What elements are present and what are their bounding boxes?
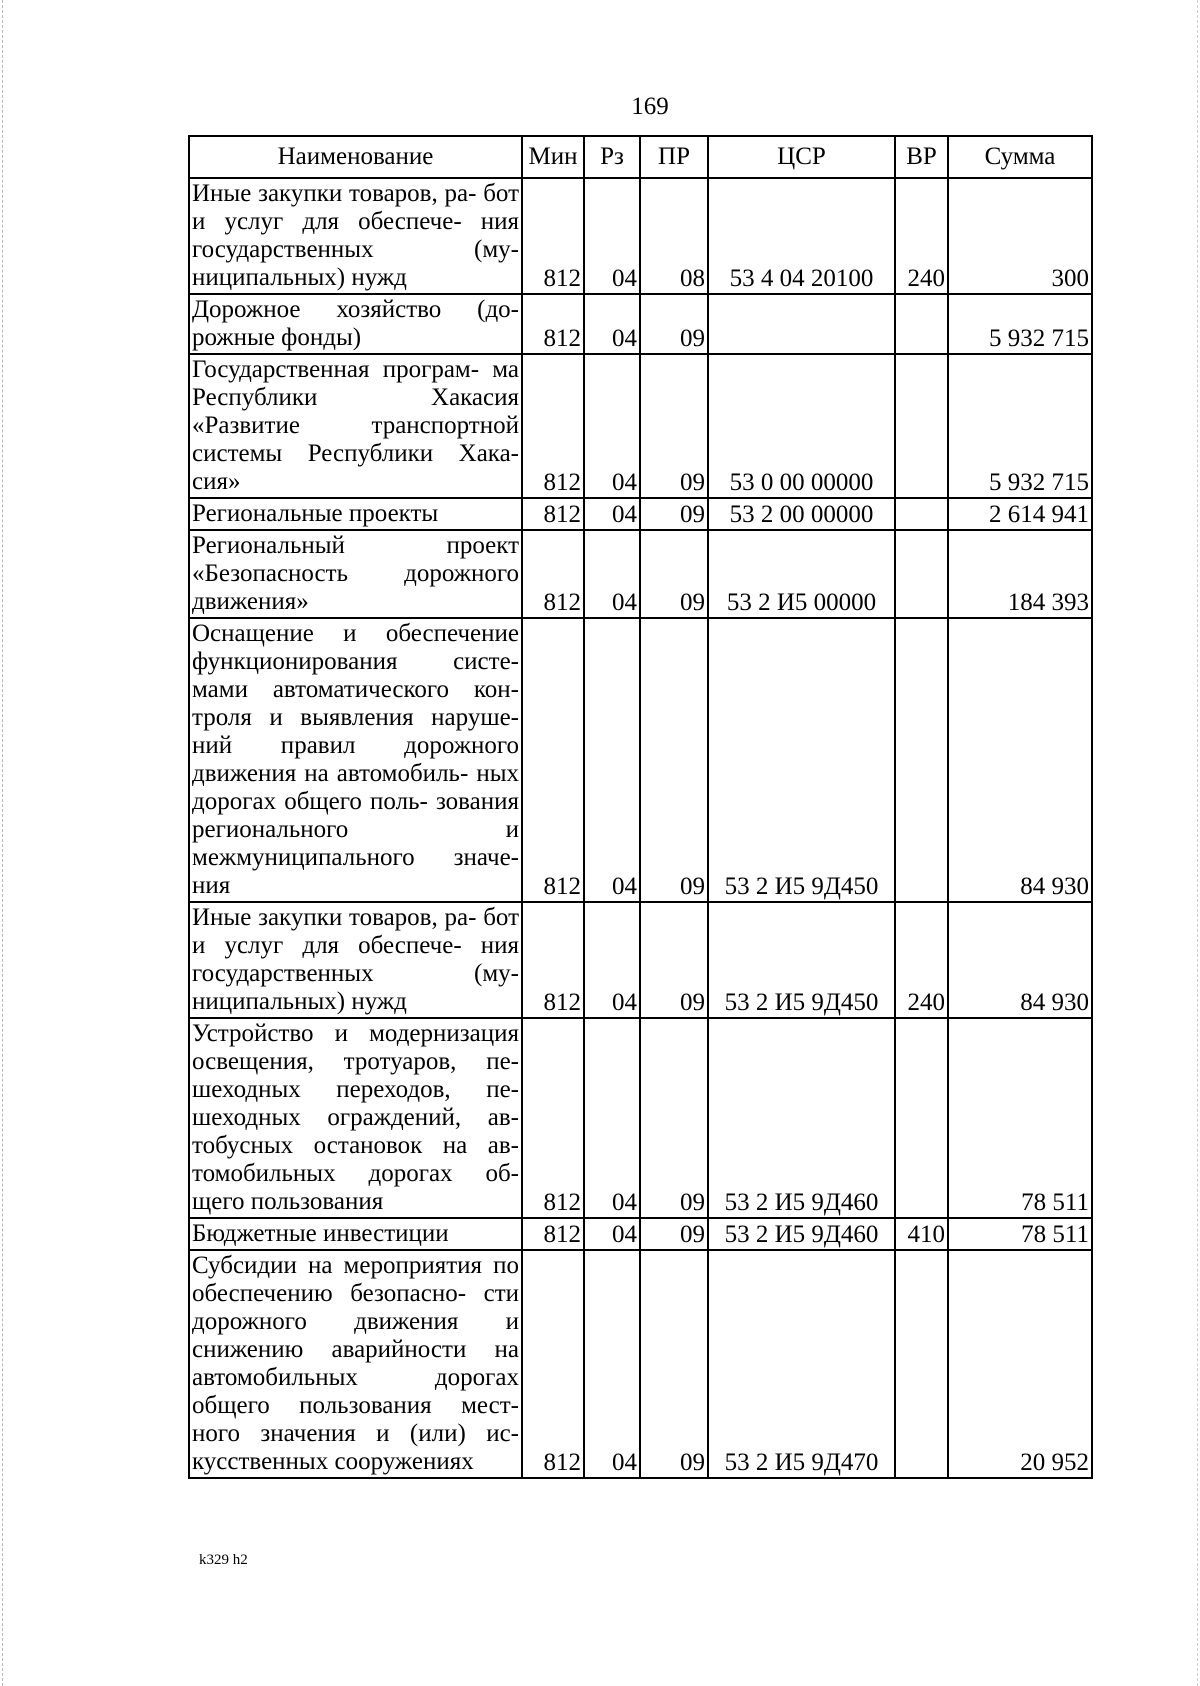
- name-line: шеходных переходов, пе-: [192, 1076, 519, 1103]
- cell-csr: [708, 294, 895, 354]
- name-line: межмуниципального значе-: [192, 844, 519, 871]
- cell-rz: 04: [584, 178, 640, 294]
- name-line: ниципальных) нужд: [192, 988, 407, 1015]
- name-line: бот и услуг для обеспече-: [192, 904, 520, 959]
- name-line: сти дорожного движения и: [192, 1280, 519, 1335]
- name-line: Иные закупки товаров, ра-: [192, 904, 477, 931]
- name-line: ного значения и (или) ис-: [192, 1420, 519, 1447]
- cell-sum: 5 932 715: [948, 354, 1092, 498]
- name-line: Бюджетные инвестиции: [192, 1220, 449, 1247]
- name-line: по обеспечению безопасно-: [192, 1252, 519, 1307]
- cell-rz: 04: [584, 1018, 640, 1218]
- cell-vr: [895, 1250, 948, 1478]
- table-row: [189, 902, 1092, 1018]
- name-line: «Безопасность дорожного: [192, 560, 519, 587]
- page-number: 169: [631, 93, 669, 120]
- header-pr: ПР: [640, 136, 708, 178]
- cell-sum: 78 511: [948, 1018, 1092, 1218]
- cell-vr: [895, 1018, 948, 1218]
- cell-min: 812: [522, 1250, 584, 1478]
- name-line: ния государственных (му-: [192, 932, 520, 987]
- cell-pr: 09: [640, 1218, 708, 1250]
- cell-rz: 04: [584, 1218, 640, 1250]
- cell-csr: 53 0 00 00000: [708, 354, 895, 498]
- cell-pr: 09: [640, 354, 708, 498]
- cell-csr: 53 2 И5 9Д470: [708, 1250, 895, 1478]
- cell-sum: 20 952: [948, 1250, 1092, 1478]
- table-row: [189, 1018, 1092, 1218]
- cell-min: 812: [522, 618, 584, 902]
- name-line: снижению аварийности на: [192, 1336, 519, 1363]
- cell-sum: 300: [948, 178, 1092, 294]
- table-row: [189, 354, 1092, 498]
- name-line: ных дорогах общего поль-: [192, 760, 520, 815]
- budget-table: [188, 135, 1093, 1479]
- cell-pr: 09: [640, 498, 708, 530]
- cell-rz: 04: [584, 294, 640, 354]
- cell-vr: [895, 294, 948, 354]
- footer-code: k329 h2: [199, 1552, 248, 1568]
- cell-csr: 53 2 И5 9Д450: [708, 902, 895, 1018]
- scan-edge-right: [1197, 0, 1198, 1686]
- cell-pr: 09: [640, 618, 708, 902]
- cell-pr: 09: [640, 1250, 708, 1478]
- cell-csr: 53 2 И5 00000: [708, 530, 895, 618]
- name-line: автомобильных дорогах: [192, 1364, 519, 1391]
- table-header-row: [189, 136, 1092, 178]
- cell-vr: 240: [895, 178, 948, 294]
- name-line: томобильных дорогах об-: [192, 1160, 519, 1187]
- cell-vr: [895, 530, 948, 618]
- cell-min: 812: [522, 530, 584, 618]
- cell-vr: [895, 618, 948, 902]
- cell-min: 812: [522, 1018, 584, 1218]
- name-line: мами автоматического кон-: [192, 676, 519, 703]
- cell-rz: 04: [584, 498, 640, 530]
- cell-csr: 53 2 И5 9Д450: [708, 618, 895, 902]
- name-line: ний правил дорожного: [192, 732, 519, 759]
- cell-rz: 04: [584, 618, 640, 902]
- name-line: Дорожное хозяйство (до-: [192, 296, 519, 323]
- name-line: ния: [192, 872, 231, 899]
- name-line: Оснащение и обеспечение: [192, 620, 519, 647]
- name-line: движения»: [192, 588, 309, 615]
- header-rz: Рз: [584, 136, 640, 178]
- cell-name: [189, 530, 522, 618]
- name-line: рожные фонды): [192, 324, 362, 351]
- name-line: Региональный проект: [192, 532, 519, 559]
- header-min: Мин: [522, 136, 584, 178]
- name-line: бот и услуг для обеспече-: [192, 180, 520, 235]
- table-row: [189, 530, 1092, 618]
- header-csr: ЦСР: [708, 136, 895, 178]
- name-line: Субсидии на мероприятия: [192, 1252, 483, 1279]
- cell-pr: 08: [640, 178, 708, 294]
- cell-rz: 04: [584, 1250, 640, 1478]
- name-line: Региональные проекты: [192, 500, 439, 527]
- name-line: системы Республики Хака-: [192, 440, 519, 467]
- cell-sum: 78 511: [948, 1218, 1092, 1250]
- name-line: сия»: [192, 468, 241, 495]
- header-vr: ВР: [895, 136, 948, 178]
- cell-vr: [895, 498, 948, 530]
- cell-sum: 84 930: [948, 618, 1092, 902]
- cell-pr: 09: [640, 902, 708, 1018]
- cell-sum: 2 614 941: [948, 498, 1092, 530]
- cell-rz: 04: [584, 354, 640, 498]
- name-line: троля и выявления наруше-: [192, 704, 519, 731]
- cell-sum: 184 393: [948, 530, 1092, 618]
- table-row: [189, 618, 1092, 902]
- table-row: [189, 498, 1092, 530]
- cell-name: [189, 178, 522, 294]
- table-row: [189, 178, 1092, 294]
- cell-pr: 09: [640, 530, 708, 618]
- name-line: ния государственных (му-: [192, 208, 520, 263]
- name-line: ниципальных) нужд: [192, 264, 407, 291]
- table-row: [189, 294, 1092, 354]
- cell-csr: 53 2 И5 9Д460: [708, 1218, 895, 1250]
- cell-name: [189, 902, 522, 1018]
- cell-min: 812: [522, 294, 584, 354]
- header-name: Наименование: [189, 136, 522, 178]
- name-line: зования регионального и: [192, 788, 519, 843]
- cell-name: [189, 294, 522, 354]
- cell-csr: 53 4 04 20100: [708, 178, 895, 294]
- name-line: ма Республики Хакасия: [192, 356, 520, 411]
- cell-name: [189, 618, 522, 902]
- scan-edge-left: [2, 0, 3, 1686]
- cell-csr: 53 2 И5 9Д460: [708, 1018, 895, 1218]
- name-line: «Развитие транспортной: [192, 412, 519, 439]
- name-line: щего пользования: [192, 1188, 384, 1215]
- cell-name: [189, 1018, 522, 1218]
- name-line: освещения, тротуаров, пе-: [192, 1048, 519, 1075]
- name-line: кусственных сооружениях: [192, 1448, 474, 1475]
- table-row: [189, 1218, 1092, 1250]
- cell-pr: 09: [640, 1018, 708, 1218]
- cell-name: [189, 1250, 522, 1478]
- cell-sum: 5 932 715: [948, 294, 1092, 354]
- cell-name: [189, 1218, 522, 1250]
- cell-min: 812: [522, 498, 584, 530]
- cell-name: [189, 498, 522, 530]
- cell-csr: 53 2 00 00000: [708, 498, 895, 530]
- cell-rz: 04: [584, 902, 640, 1018]
- cell-min: 812: [522, 178, 584, 294]
- cell-pr: 09: [640, 294, 708, 354]
- name-line: шеходных ограждений, ав-: [192, 1104, 519, 1131]
- cell-name: [189, 354, 522, 498]
- name-line: тобусных остановок на ав-: [192, 1132, 519, 1159]
- table-row: [189, 1250, 1092, 1478]
- name-line: функционирования систе-: [192, 648, 519, 675]
- cell-min: 812: [522, 354, 584, 498]
- cell-rz: 04: [584, 530, 640, 618]
- name-line: общего пользования мест-: [192, 1392, 519, 1419]
- name-line: движения на автомобиль-: [192, 760, 469, 787]
- cell-vr: 410: [895, 1218, 948, 1250]
- cell-min: 812: [522, 1218, 584, 1250]
- cell-vr: [895, 354, 948, 498]
- header-sum: Сумма: [948, 136, 1092, 178]
- table-body: [189, 178, 1092, 1478]
- cell-vr: 240: [895, 902, 948, 1018]
- name-line: Устройство и модернизация: [192, 1020, 519, 1047]
- cell-sum: 84 930: [948, 902, 1092, 1018]
- name-line: Государственная програм-: [192, 356, 480, 383]
- name-line: Иные закупки товаров, ра-: [192, 180, 477, 207]
- cell-min: 812: [522, 902, 584, 1018]
